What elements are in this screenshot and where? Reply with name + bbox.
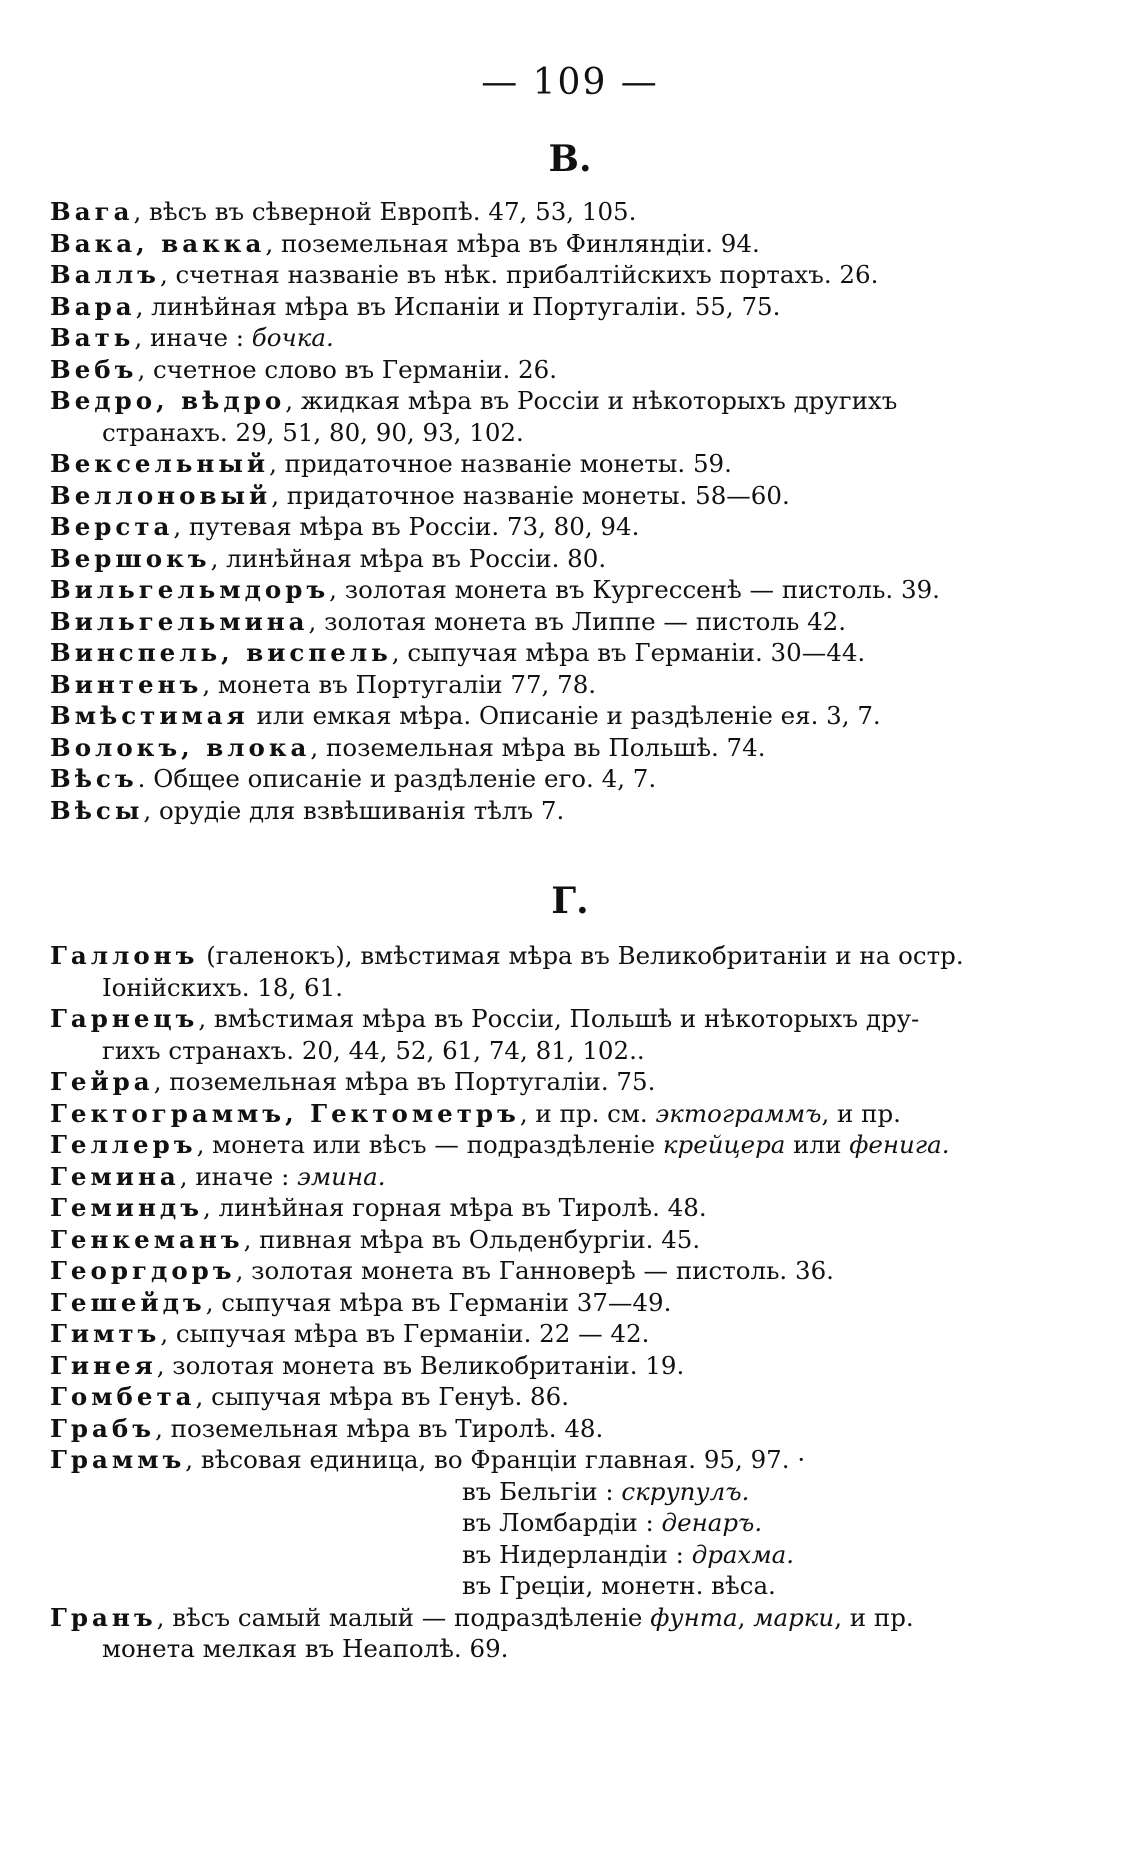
entry-italic: фенига. bbox=[849, 1130, 950, 1159]
index-entry bbox=[50, 354, 1050, 386]
entry-continuation: монета мелкая въ Неаполѣ. 69. bbox=[102, 1634, 509, 1663]
entry-headword: Геллеръ bbox=[50, 1130, 197, 1159]
entry-headword: Гимтъ bbox=[50, 1319, 161, 1348]
entry-headword: Веллоновый bbox=[50, 480, 272, 510]
entry-headword: Галлонъ bbox=[50, 941, 199, 970]
entry-text: , орудіе для взвѣшиванія тѣлъ 7. bbox=[143, 795, 565, 825]
index-entry bbox=[50, 669, 1050, 701]
entry-text: , монета въ Португаліи 77, 78. bbox=[202, 669, 597, 699]
entry-italic: марки bbox=[753, 1602, 835, 1632]
index-entry bbox=[50, 228, 1050, 260]
index-entry bbox=[50, 763, 1050, 795]
entry-text: , золотая монета въ Кургессенѣ — пистоль. 39. bbox=[329, 575, 940, 604]
index-entry bbox=[50, 795, 1050, 827]
index-subentry bbox=[50, 1539, 1050, 1571]
entry-text: , золотая монета въ Великобританіи. 19. bbox=[156, 1350, 685, 1380]
subentry-text: въ Бельгіи : bbox=[462, 1476, 622, 1506]
index-entry bbox=[50, 259, 1050, 291]
entry-text: , поземельная мѣра въ Финляндіи. 94. bbox=[265, 228, 760, 258]
entry-headword: Валлъ bbox=[50, 260, 160, 289]
entry-text: , золотая монета въ Ганноверѣ — пистоль. 36. bbox=[235, 1256, 834, 1285]
entry-headword: Верста bbox=[50, 512, 174, 541]
index-entry bbox=[50, 1255, 1050, 1287]
index-entry bbox=[50, 543, 1050, 575]
index-entry bbox=[50, 606, 1050, 638]
entry-text: , и пр. см. bbox=[519, 1098, 656, 1128]
entry-text: , линѣйная горная мѣра въ Тиролѣ. 48. bbox=[203, 1193, 707, 1222]
entry-text: , вмѣстимая мѣра въ Россіи, Польшѣ и нѣкоторыхъ дру- bbox=[198, 1004, 920, 1033]
subentry-text: въ Нидерландіи : bbox=[462, 1539, 692, 1569]
index-entry bbox=[50, 700, 1050, 732]
index-entry bbox=[50, 322, 1050, 354]
entry-headword: Вексельный bbox=[50, 449, 270, 478]
entry-headword: Генкеманъ bbox=[50, 1224, 244, 1254]
entry-text: , поземельная мѣра въ Португаліи. 75. bbox=[153, 1067, 656, 1096]
entry-text: , сыпучая мѣра въ Генуѣ. 86. bbox=[195, 1382, 569, 1411]
entry-text: (галенокъ), вмѣстимая мѣра въ Великобританіи и на остр. bbox=[198, 941, 964, 970]
entry-headword: Вака, вакка bbox=[50, 228, 266, 258]
entry-headword: Вага bbox=[50, 197, 134, 226]
entry-headword: Вильгельмина bbox=[50, 606, 309, 636]
entry-text: , поземельная мѣра въ Тиролѣ. 48. bbox=[155, 1413, 604, 1443]
entry-text: , иначе : bbox=[134, 323, 252, 352]
index-entry bbox=[50, 385, 1050, 448]
entry-text: , счетное слово въ Германіи. 26. bbox=[137, 354, 557, 384]
entry-headword: Гешейдъ bbox=[50, 1287, 206, 1317]
entry-text: , линѣйная мѣра въ Россіи. 80. bbox=[210, 543, 607, 573]
entry-italic: эмина. bbox=[297, 1161, 386, 1191]
entry-headword: Вершокъ bbox=[50, 543, 211, 573]
entry-text: , иначе : bbox=[179, 1161, 298, 1191]
subentry-italic: скрупулъ. bbox=[621, 1476, 750, 1506]
entry-italic: бочка. bbox=[251, 323, 334, 352]
index-entry bbox=[50, 1381, 1050, 1413]
entry-headword: Волокъ, влока bbox=[50, 732, 311, 762]
entry-text: , сыпучая мѣра въ Германіи 37—49. bbox=[205, 1287, 672, 1317]
entry-text: , сыпучая мѣра въ Германіи. 22 — 42. bbox=[160, 1319, 650, 1348]
entry-italic: эктограммъ bbox=[655, 1098, 822, 1128]
entry-text: , пивная мѣра въ Ольденбургіи. 45. bbox=[243, 1224, 701, 1254]
section-heading-g: Г. bbox=[551, 880, 589, 922]
entry-text: или емкая мѣра. Описаніе и раздѣленіе ея. 3, 7. bbox=[248, 701, 881, 730]
entry-headword: Вать bbox=[50, 323, 135, 352]
entry-headword: Гомбета bbox=[50, 1382, 196, 1411]
entry-text: , монета или вѣсъ — подраздѣленіе bbox=[196, 1130, 663, 1159]
entry-text: , bbox=[737, 1602, 754, 1632]
index-entry bbox=[50, 1318, 1050, 1350]
entry-headword: Георгдоръ bbox=[50, 1256, 236, 1285]
index-entry bbox=[50, 1192, 1050, 1224]
entry-headword: Грабъ bbox=[50, 1413, 156, 1443]
index-entry bbox=[50, 1161, 1050, 1193]
section-heading-v: В. bbox=[548, 138, 592, 180]
index-entry bbox=[50, 732, 1050, 764]
index-subentry bbox=[50, 1570, 1050, 1602]
entry-headword: Вебъ bbox=[50, 354, 138, 384]
entry-text: , счетная названіе въ нѣк. прибалтійскихъ портахъ. 26. bbox=[159, 260, 879, 289]
entry-headword: Гранъ bbox=[50, 1602, 157, 1632]
entry-text: , вѣсъ въ сѣверной Европѣ. 47, 53, 105. bbox=[133, 197, 637, 226]
entry-headword: Гектограммъ, Гектометръ bbox=[50, 1098, 520, 1128]
index-entry bbox=[50, 448, 1050, 480]
entry-headword: Гарнецъ bbox=[50, 1004, 199, 1033]
index-entry bbox=[50, 1066, 1050, 1098]
index-entry bbox=[50, 1287, 1050, 1319]
entry-headword: Гейра bbox=[50, 1067, 154, 1096]
index-entry bbox=[50, 1098, 1050, 1130]
entry-italic: фунта bbox=[650, 1602, 738, 1632]
entry-text: , придаточное названіе монеты. 59. bbox=[269, 449, 732, 478]
index-subentry bbox=[50, 1476, 1050, 1508]
section-v-entries bbox=[50, 196, 1050, 826]
entry-headword: Вмѣстимая bbox=[50, 701, 249, 730]
entry-headword: Граммъ bbox=[50, 1445, 186, 1474]
entry-text: , золотая монета въ Липпе — пистоль 42. bbox=[308, 606, 847, 636]
entry-headword: Вѣсъ bbox=[50, 764, 138, 793]
entry-text: , поземельная мѣра вь Польшѣ. 74. bbox=[310, 732, 766, 762]
entry-headword: Вѣсы bbox=[50, 795, 144, 825]
entry-headword: Ведро, вѣдро bbox=[50, 386, 286, 415]
entry-text: или bbox=[785, 1130, 850, 1159]
index-entry bbox=[50, 1224, 1050, 1256]
entry-text: , придаточное названіе монеты. 58—60. bbox=[271, 480, 790, 510]
index-entry bbox=[50, 291, 1050, 323]
index-entry bbox=[50, 480, 1050, 512]
index-entry bbox=[50, 196, 1050, 228]
entry-text: , линѣйная мѣра въ Испаніи и Португаліи. 55, 75. bbox=[135, 291, 781, 321]
index-entry bbox=[50, 1350, 1050, 1382]
entry-headword: Винспель, виспель bbox=[50, 638, 392, 667]
entry-italic: крейцера bbox=[662, 1130, 786, 1159]
entry-text: , жидкая мѣра въ Россіи и нѣкоторыхъ другихъ bbox=[285, 386, 898, 415]
entry-text: , вѣсовая единица, во Франціи главная. 95, 97. · bbox=[185, 1445, 806, 1474]
page-number: — 109 — bbox=[481, 62, 659, 103]
subentry-text: въ Греціи, монетн. вѣса. bbox=[462, 1571, 776, 1600]
entry-text: , и пр. bbox=[821, 1098, 901, 1128]
subentry-italic: драхма. bbox=[691, 1539, 795, 1569]
index-entry bbox=[50, 1003, 1050, 1066]
index-entry bbox=[50, 940, 1050, 1003]
index-entry bbox=[50, 1444, 1050, 1476]
entry-headword: Винтенъ bbox=[50, 669, 203, 699]
entry-text: , путевая мѣра въ Россіи. 73, 80, 94. bbox=[173, 512, 640, 541]
index-entry bbox=[50, 1129, 1050, 1161]
entry-continuation: странахъ. 29, 51, 80, 90, 93, 102. bbox=[102, 417, 524, 447]
index-entry bbox=[50, 511, 1050, 543]
entry-continuation: гихъ странахъ. 20, 44, 52, 61, 74, 81, 102.. bbox=[102, 1035, 645, 1065]
entry-headword: Вильгельмдоръ bbox=[50, 575, 330, 604]
entry-text: , сыпучая мѣра въ Германіи. 30—44. bbox=[391, 638, 866, 667]
index-entry bbox=[50, 574, 1050, 606]
entry-headword: Гинея bbox=[50, 1350, 157, 1380]
index-entry bbox=[50, 637, 1050, 669]
entry-text: , вѣсъ самый малый — подраздѣленіе bbox=[156, 1602, 651, 1632]
index-entry bbox=[50, 1413, 1050, 1445]
section-g-entries bbox=[50, 940, 1050, 1665]
entry-text: . Общее описаніе и раздѣленіе его. 4, 7. bbox=[137, 764, 657, 793]
index-subentry bbox=[50, 1507, 1050, 1539]
subentry-italic: денаръ. bbox=[661, 1508, 763, 1537]
entry-text: , и пр. bbox=[834, 1602, 914, 1632]
subentry-text: въ Ломбардіи : bbox=[462, 1508, 662, 1537]
entry-headword: Геминдъ bbox=[50, 1193, 204, 1222]
entry-headword: Вара bbox=[50, 291, 136, 321]
entry-continuation: Іонійскихъ. 18, 61. bbox=[102, 972, 343, 1002]
entry-headword: Гемина bbox=[50, 1161, 180, 1191]
index-entry bbox=[50, 1602, 1050, 1665]
